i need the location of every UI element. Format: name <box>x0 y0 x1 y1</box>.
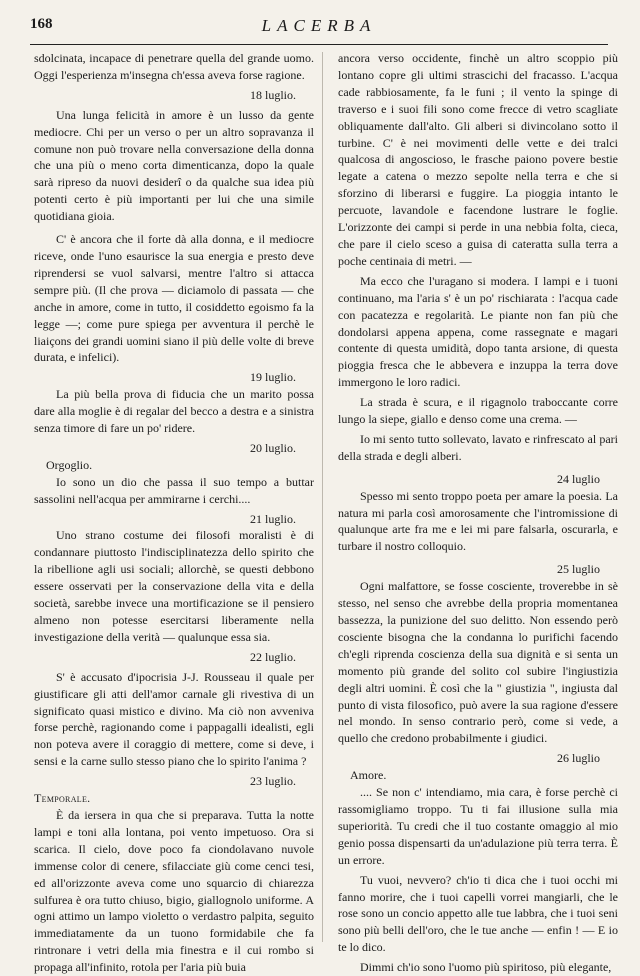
paragraph: La strada è scura, e il rigagnolo traboccante corre lungo la siepe, giallo e denso come una crema. — <box>338 395 618 427</box>
column-divider <box>322 52 323 942</box>
paragraph: sdolcinata, incapace di penetrare quella del grande uomo. Oggi l'esperienza m'insegna ch'essa aveva forse ragione. <box>34 51 314 82</box>
page-header <box>30 14 608 45</box>
paragraph: Tu vuoi, nevvero? ch'io ti dica che i tuoi occhi mi fanno morire, che i tuoi capelli vorrei mangiarli, che le rose sono un concio appetto alle tue labbra, che i tuoi seni sono più belli dell'oro, che le tue anche — enfin ! — E io te lo dico. <box>338 872 618 955</box>
paragraph: Dimmi ch'io sono l'uomo più spiritoso, più elegante, <box>360 960 612 975</box>
entry-label: Orgoglio. <box>46 457 93 472</box>
paragraph: ancora verso occidente, finchè un altro scoppio più lontano copre gli ultimi strascichi del fracasso. L'acqua cade rabbiosamente, fa le funi ; il vento la spinge di traverso e i suoi fili sono come frecce di vetro scagliate obliquamente dall'alto. Gli alberi si divincolano sotto il turbine. C' è nei movimenti delle vette e dei tralci qualcosa di angoscioso, le frasche paiono povere bestie legate a catena o mezzo sepolte nella terra e che si sforzino di liberarsi e fuggire. La pioggia intanto le percuote, lavandole e facendone lustrare le foglie. L'orizzonte dei campi si perde in una nebbia folta, cieca, che pare il cielo sceso a guisa di cateratta sulla terra a poche centinaia di metri. — <box>338 51 618 268</box>
paragraph: C' è ancora che il forte dà alla donna, e il mediocre riceve, onde l'uno esaurisce la sua energia e presto deve riprendersi se vuol salvarsi, mentre l'altro si attacca sempre più. (Il che prova — diciamolo di passata — che anche in amore, come in tutto, il cosiddetto egoismo fa la legge —; come pure spiega per avventura il perchè le liaiçons dei grandi uomini siano il più delle volte di breve durata, e infelici). <box>34 232 314 365</box>
paragraph: S' è accusato d'ipocrisia J-J. Rousseau il quale per giustificare gli atti dell'amor carnale gli rivestiva di un significato quasi mistico e divino. Ma ciò non avveniva forse perchè, ragionando come i pappagalli idealisti, egli non poteva avere il coraggio di mettere, come si deve, i sensi e la carne sullo stesso piano che lo spirito l'anima ? <box>34 669 314 769</box>
right-column <box>338 50 618 976</box>
entry-date: 18 luglio. <box>249 87 296 102</box>
paragraph: Io sono un dio che passa il suo tempo a buttar sassolini nell'acqua per ammirarne i cerchi.... <box>34 474 314 506</box>
paragraph: Uno strano costume dei filosofi moralisti è di condannare piuttosto l'indisciplinatezza dello spirito che la ribellione agli usi sociali; allorchè, se questi debbono essere osservati per la conservazione della vita e della società, sarebbe invece una mortificazione se il pensiero almeno non potesse esercitarsi liberamente nella investigazione della verità — qualunque essa sia. <box>34 528 314 644</box>
paragraph: Spesso mi sento troppo poeta per amare la poesia. La natura mi parla così amorosamente che l'intromissione di qualunque arte fra me e lei mi pare falsarla, oscurarla, e turbare il nostro colloquio. <box>338 488 618 554</box>
paragraph: Una lunga felicità in amore è un lusso da gente mediocre. Chi per un verso o per un altro sopravanza il comune non può trovare nella conversazione della donna che una più o meno corta dimenticanza, dopo la quale sarà ripreso da nuovi desiderî o da qualche sua idea più potenti certo è più importanti per lui che una simile quotidiana gioia. <box>34 107 314 224</box>
page-number: 168 <box>30 16 53 32</box>
paragraph: Ma ecco che l'uragano si modera. I lampi e i tuoni continuano, ma l'aria s' è un po' rischiarata : l'acqua cade con pacatezza e regolarità. Le piante non fan più che dondolarsi appena appena, come rassegnate e magari contente di questa umidità, dopo tanta arsione, di questa pioggia fresca che le abbevera e inzuppa la terra dove immergono le loro radici. <box>338 273 618 390</box>
entry-date: 23 luglio. <box>249 774 296 789</box>
paragraph: .... Se non c' intendiamo, mia cara, è forse perchè ci rassomigliamo troppo. Tu ti fai illusione sulla mia superiorità. Tu credi che il tuo costante omaggio al mio genio possa dispensarti da un'adulazione più terra terra. È un errore. <box>338 785 618 867</box>
journal-title: LACERBA <box>261 16 377 35</box>
paragraph: Ogni malfattore, se fosse cosciente, troverebbe in sè stesso, nel senso che avrebbe della propria momentanea bassezza, la punizione del suo delitto. Non essendo però cosciente bisogna che la condanna lo purifichi facendo ch'egli riprenda coscienza della sua dignità e si senta un momento più grande del solito col subire l'ingiustizia degli altri uomini. È così che la " giustizia ", ingiusta dal punto di vista filosofico, può avere la sua ragione d'essere nel mondo. In senso contrario però, come si vede, a quello che credono probabilmente i giudici. <box>338 579 618 746</box>
paragraph: È da iersera in qua che si preparava. Tutta la notte lampi e toni alla lontana, poi vento impetuoso. Ora si scarica. Il cielo, dove poco fa ciondolavano nuvole immense color di cenere, sfilacciate giù come cenci tesi, ed all'orizzonte aveva come uno squarcio di chiarezza sulfurea è ora tutto chiuso, bigio, giallognolo uniforme. A ogni attimo un lampo violetto o verdastro palpita, seguito immediatamente da un tuono formidabile che fa rintronare i vetri della mia finestra e il cui rombo si propaga all'infinito, rotola per l'aria più buia <box>34 807 314 975</box>
entry-date: 21 luglio. <box>249 511 296 526</box>
entry-date: 26 luglio <box>556 751 600 766</box>
entry-date: 22 luglio. <box>249 649 296 664</box>
entry-date: 24 luglio <box>556 471 600 486</box>
entry-label: Amore. <box>350 768 387 783</box>
entry-date: 20 luglio. <box>249 440 296 455</box>
left-column <box>34 50 314 976</box>
entry-date: 19 luglio. <box>249 370 296 385</box>
paragraph: La più bella prova di fiducia che un marito possa dare alla moglie è di regalar del becco a destra e a sinistra senza timore di fare un po' ridere. <box>34 387 314 436</box>
paragraph: Io mi sento tutto sollevato, lavato e rinfrescato al pari della strada e degli alberi. <box>338 431 618 463</box>
section-heading: Temporale. <box>34 791 91 806</box>
entry-date: 25 luglio <box>556 562 600 577</box>
